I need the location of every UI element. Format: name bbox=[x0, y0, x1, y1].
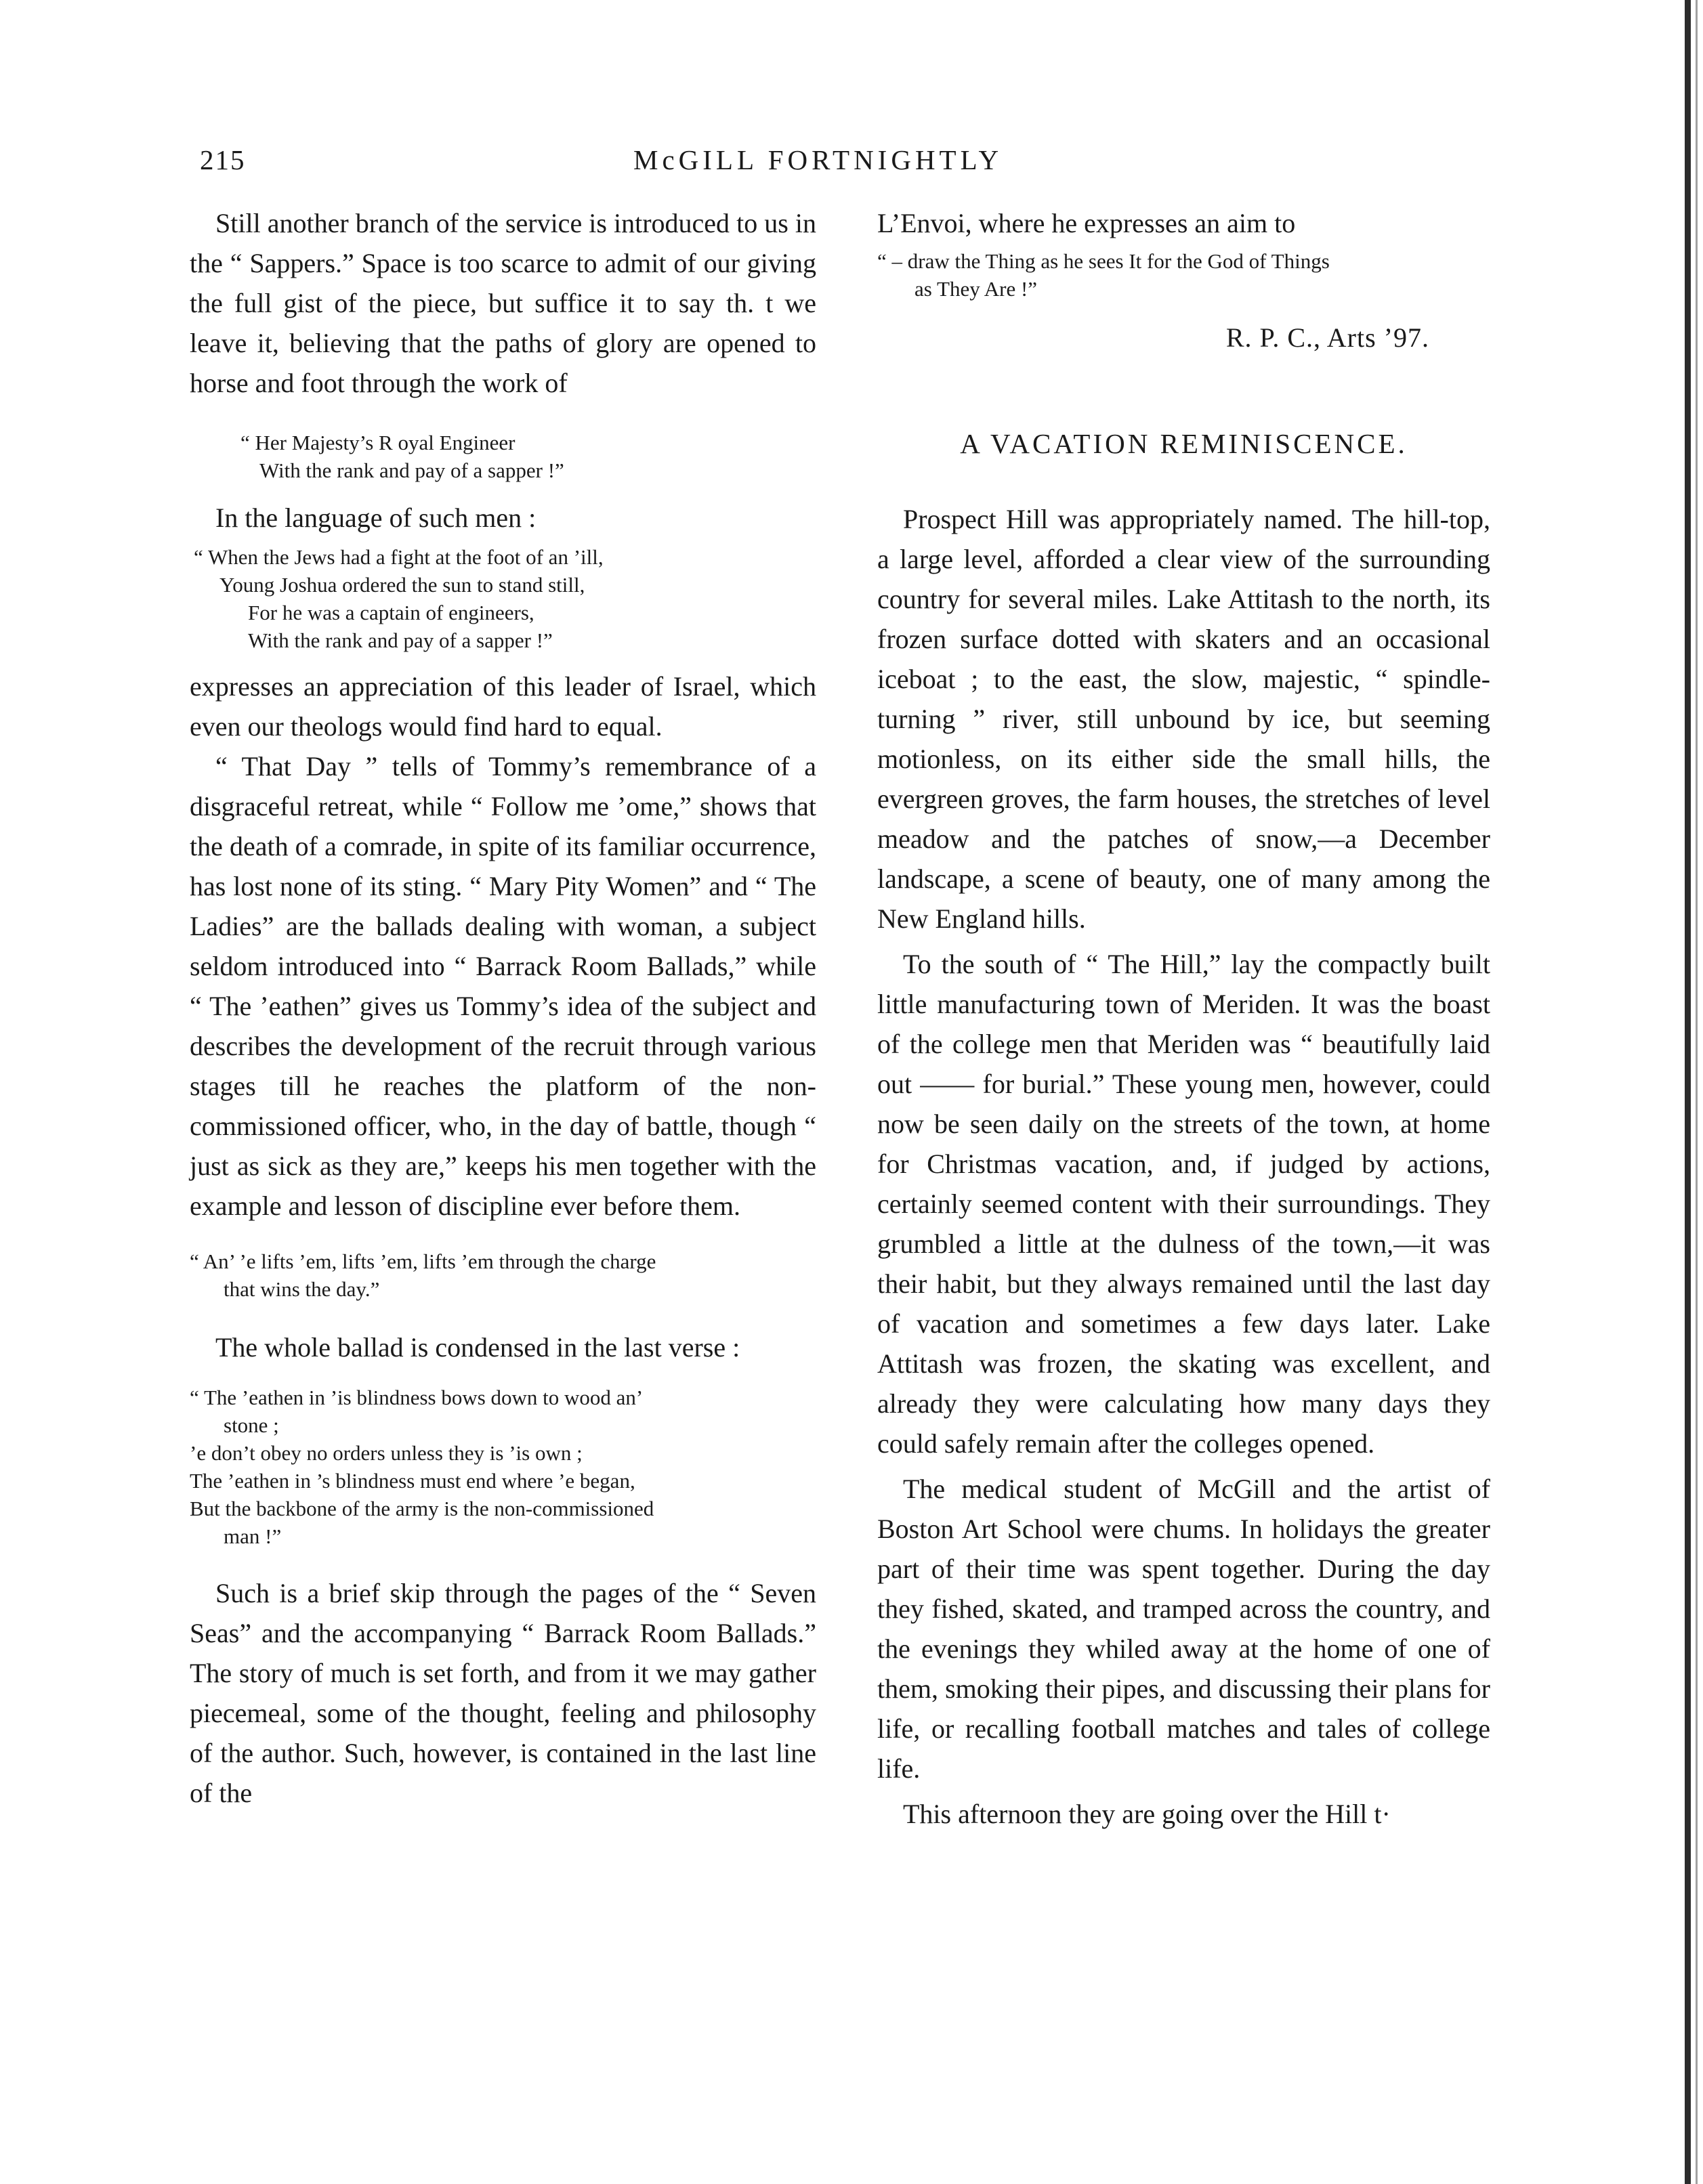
paragraph: L’Envoi, where he expresses an aim to bbox=[877, 208, 1296, 238]
verse-line: man !” bbox=[224, 1524, 282, 1548]
page-edge-shadow bbox=[1696, 0, 1698, 2184]
paragraph: “ That Day ” tells of Tommy’s remembrance of a disgraceful retreat, while “ Follow me ’ome,” shows that the death of a comrade, in spite of its familiar occurrence, has lost none of its sting. “ Mary Pity Women” and “ The Ladies” are the ballads dealing with woman, a subject seldom introduced into “ Barrack Room Ballads,” while “ The ’eathen” gives us Tommy’s idea of the subject and describes the development of the recruit through various stages till he reaches the platform of the non-commissioned officer, who, in the day of battle, though “ just as sick as they are,” keeps his men together with the example and lesson of discipline ever before them. bbox=[190, 751, 816, 1221]
paragraph: The whole ballad is condensed in the last verse : bbox=[215, 1332, 740, 1363]
right-column bbox=[877, 203, 1490, 1834]
verse-line: “ An’ ’e lifts ’em, lifts ’em, lifts ’em through the charge bbox=[190, 1249, 656, 1273]
verse-line: For he was a captain of engineers, bbox=[248, 601, 534, 624]
paragraph: To the south of “ The Hill,” lay the compactly built little manufacturing town of Meriden. It was the boast of the college men that Meriden was “ beautifully laid out —— for burial.” These young men, however, could now be seen daily on the streets of the town, at home for Christmas vacation, and, if judged by actions, certainly seemed content with their surroundings. They grumbled a little at the dulness of the town,—it was their habit, but they always remained until the last day of vacation and sometimes a few days later. Lake Attitash was frozen, the skating was excellent, and already they were calculating how many days they could safely remain after the colleges opened. bbox=[877, 949, 1490, 1459]
verse-line: With the rank and pay of a sapper !” bbox=[259, 458, 564, 482]
verse-quote bbox=[877, 243, 1490, 303]
author-signature: R. P. C., Arts ’97. bbox=[1225, 322, 1429, 353]
left-column bbox=[190, 203, 816, 1813]
paragraph: expresses an appreciation of this leader of Israel, which even our theologs would find hard to equal. bbox=[190, 671, 816, 742]
page-edge-scan-artifact bbox=[1685, 0, 1691, 2184]
verse-line: With the rank and pay of a sapper !” bbox=[248, 628, 553, 652]
verse-line: ’e don’t obey no orders unless they is ’is own ; bbox=[190, 1441, 583, 1465]
verse-quote bbox=[190, 403, 816, 498]
page-number: 215 bbox=[200, 144, 246, 175]
verse-line: “ Her Majesty’s R oyal Engineer bbox=[240, 431, 516, 454]
paragraph: Prospect Hill was appropriately named. The hill-top, a large level, afforded a clear view of the surrounding country for several miles. Lake Attitash to the north, its frozen surface dotted with skaters and an occasional iceboat ; to the east, the slow, majestic, “ spindle-turning ” river, still unbound by ice, but seeming motionless, on its either side the small hills, the evergreen groves, the farm houses, the stretches of level meadow and the patches of snow,—a December landscape, a scene of beauty, one of many among the New England hills. bbox=[877, 504, 1490, 934]
paragraph: The medical student of McGill and the artist of Boston Art School were chums. In holidays the greater part of their time was spent together. During the day they fished, skated, and tramped across the country, and the evenings they whiled away at the home of one of them, smoking their pipes, and discussing their plans for life, or recalling football matches and tales of college life. bbox=[877, 1474, 1490, 1784]
verse-line: The ’eathen in ’s blindness must end where ’e began, bbox=[190, 1469, 635, 1493]
verse-quote bbox=[190, 1367, 816, 1573]
page-header bbox=[200, 144, 1480, 184]
verse-quote bbox=[190, 1226, 816, 1327]
verse-line: But the backbone of the army is the non-commissioned bbox=[190, 1497, 654, 1520]
running-title: McGILL FORTNIGHTLY bbox=[633, 144, 1003, 175]
verse-line: Young Joshua ordered the sun to stand still, bbox=[219, 573, 585, 597]
verse-quote bbox=[190, 538, 816, 666]
verse-line: stone ; bbox=[224, 1413, 279, 1437]
verse-line: “ The ’eathen in ’is blindness bows down to wood an’ bbox=[190, 1386, 644, 1409]
paragraph: This afternoon they are going over the Hill t· bbox=[903, 1799, 1391, 1829]
paragraph: Still another branch of the service is introduced to us in the “ Sappers.” Space is too scarce to admit of our giving the full gist of the piece, but suffice it to say th. t we leave it, believing that the paths of glory are opened to horse and foot through the work of bbox=[190, 208, 816, 398]
paragraph: In the language of such men : bbox=[215, 502, 537, 533]
verse-line: as They Are !” bbox=[914, 277, 1038, 301]
paragraph: Such is a brief skip through the pages of the “ Seven Seas” and the accompanying “ Barrack Room Ballads.” The story of much is set forth, and from it we may gather piecemeal, some of the thought, feeling and philosophy of the author. Such, however, is contained in the last line of the bbox=[190, 1578, 816, 1808]
verse-line: that wins the day.” bbox=[224, 1277, 380, 1301]
article-heading: A VACATION REMINISCENCE. bbox=[960, 428, 1408, 459]
verse-line: “ – draw the Thing as he sees It for the God of Things bbox=[877, 249, 1330, 273]
verse-line: “ When the Jews had a fight at the foot of an ’ill, bbox=[194, 545, 604, 569]
